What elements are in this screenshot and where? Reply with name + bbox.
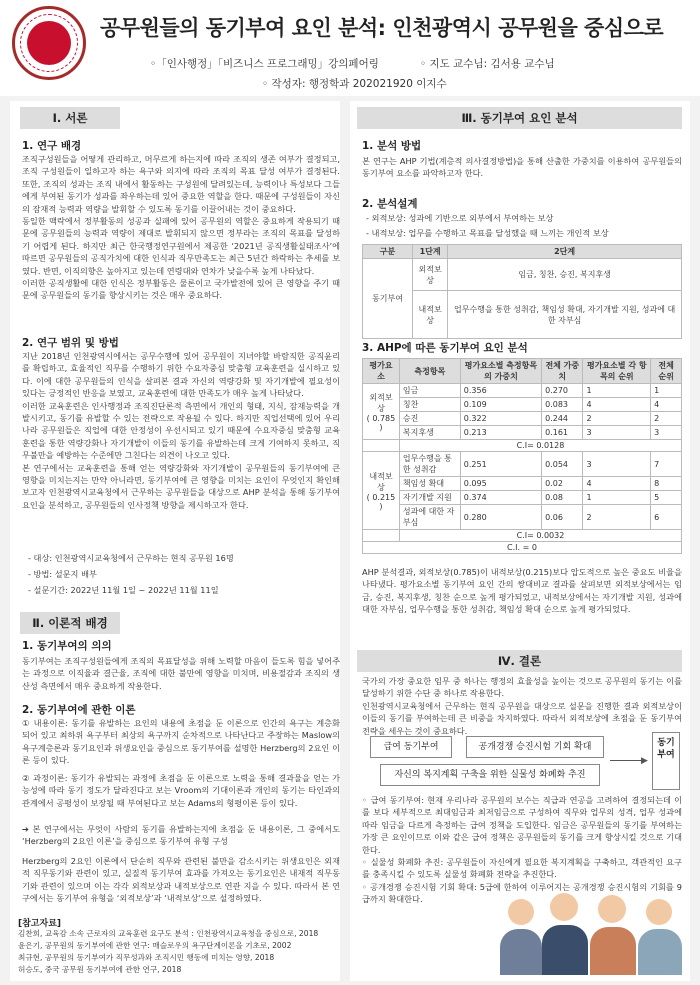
method-item: - 설문기간: 2022년 11월 1일 ~ 2022년 11월 11일 [28,585,219,595]
process-theory-text: ② 과정이론: 동기가 유발되는 과정에 초점을 둔 이론으로 노력을 통해 결과물을 얻는 가능성에 따라 동기 정도가 달라진다고 보는 Vroom의 기대이론과 개인의 동기는 타인과의 관계에서 공평성이 보장될 때 부여된다고 보는 Adams의 형평이론 등이 있다. [22,773,340,808]
promotion-exam-box: 공개경쟁 승진시험 기회 확대 [466,736,604,758]
external-reward-def: - 외적보상: 성과에 기반으로 외부에서 부여하는 보상 [366,213,554,223]
arrow-head-icon: ▶ [641,756,648,766]
ahp-analysis-title: 3. AHP에 따른 동기부여 요인 분석 [362,342,528,354]
section-theory-heading: Ⅱ. 이론적 배경 [20,612,120,634]
section-intro-heading: Ⅰ. 서론 [20,107,120,129]
ahp-table: 평가요소 측정항목 평가요소별 측정항목의 가중치 전체 가중치 평가요소별 각 항목의 순위 전체 순위 외적보상 ( 0.785 ) 임금 0.356 0.270 1 1 칭찬 0.109 0.083 4 4 승진 0.322 0.244 2 2 복지후생 0.213 0.161 3 3 C.I= 0.0128 내적보상 ( 0.215 ) 업무수행을 통한 성취감 0.251 0.054 3 7 책임성 확대 0.095 0.02 4 8 자기개발 지원 0.374 0.08 1 5 성과에 대한 자부심 0.280 0.06 2 6 C.I= 0.0032 C.I. = 0 [362,358,682,554]
policy-proposals-text: ◦ 급여 동기부여: 현재 우리나라 공무원의 보수는 직급과 연공을 고려하여 결정되는데 이를 보다 세부적으로 최대임금과 최저임금으로 구성하여 직무와 업무의 성격, 업무 성과에 따라 임금을 다르게 측정하는 급여 정책을 도입한다. 임금은 공무원들의 동기를 부여하는 가장 큰 요인이므로 이와 같은 급여 정책은 공무원들의 동기를 크게 향상시킬 것으로 기대한다. ◦ 실물성 화폐화 추진: 공무원들이 자신에게 필요한 복지계획을 구축하고, 객관적인 요구를 충족시킬 수 있도록 실물성 화폐화 전략을 추진한다. ◦ 공개경쟁 승진시험 기회 확대: 5급에 한하여 이루어지는 공개경쟁 승진시험의 기회를 9급까지 확대한다. [362,795,682,905]
content-theory-text: ① 내용이론: 동기를 유발하는 요인의 내용에 초점을 둔 이론으로 인간의 욕구는 계층화 되어 있고 최하위 욕구부터 최상의 욕구까지 순차적으로 나타난다고 주장하는 Maslow의 욕구계층론과 동기요인과 위생요인을 중심으로 동기부여를 설명한 Herzberg의 2요인 이론 등이 있다. [22,718,340,766]
advisor: ◦ 지도 교수님: 김서용 교수님 [420,58,555,70]
author: ◦ 작성자: 행정학과 202021920 이지수 [262,78,447,90]
motivation-meaning-text: 동기부여는 조직구성원들에게 조직의 목표달성을 위해 노력할 마음이 들도록 힘을 넣어주는 과정으로 이직율과 결근율, 조직에 대한 불만에 영향을 미치며, 비용절감과 조직의 생산성 측면에서 매우 중요하게 작용한다. [22,656,340,691]
reference-item: 허승도, 중국 공무원 동기부여에 관한 연구, 2018 [18,965,182,974]
arrow-line [610,760,644,761]
motivation-theory-title: 2. 동기부여에 관한 이론 [22,704,136,716]
ahp-result-text: AHP 분석결과, 외적보상(0.785)이 내적보상(0.215)보다 압도적으로 높은 중요도 비율을 나타냈다. 평가요소별 동기부여 요인 간의 쌍대비교 결과를 살펴보면 외적보상에서는 임금, 승진, 복지후생, 칭찬 순으로 높게 평가되었고, 내적보상에서는 자기개발 지원, 성과에 대한 자부심, 업무수행을 통한 성취감, 책임성 확대 순으로 높게 평가되었다. [362,567,682,615]
research-scope-title: 2. 연구 범위 및 방법 [22,337,119,349]
analysis-method-text: 본 연구는 AHP 기법(계층적 의사결정방법)을 통해 산출한 가중치를 이용하여 공무원들의 동기부여 요소를 파악하고자 한다. [362,156,682,179]
reference-item: 최규현, 공무원의 동기부여가 직무성과와 조직시민 행동에 미치는 영향, 2018 [18,953,275,962]
design-table: 구분 1단계 2단계 동기부여 외적보상 임금, 칭찬, 승진, 복지후생 내적보상 업무수행을 통한 성취감, 책임성 확대, 자기개발 지원, 성과에 대한 자부심 [362,244,682,339]
research-scope-text: 지난 2018년 인천광역시에서는 공무수행에 있어 공무원이 지녀야할 바람직한 공직윤리를 확립하고, 효율적인 직무를 수행하기 위한 수요자중심 맞춤형 교육훈련을 실시하고 있다. 이에 대한 공무원들의 인식을 살펴본 결과 자신의 역량강화 및 자기개발에 필요성이 있다는 긍정적인 반응을 보였고, 교육훈련에 대한 만족도가 매우 높게 나타났다. 이러한 교육훈련은 인사행정과 조직진단론적 측면에서 개인의 형태, 지식, 잠재능력을 개발시키고, 동기를 유발할 수 있는 전략으로 작용될 수 있다. 하지만 직업선택에 있어 우리나라 공무원들은 직업에 대한 안정성이 우선시되고 있기 때문에 수요자중심 맞춤형 교육훈련을 통한 역량강화나 자기개발이 이들의 동기를 유발하는데 크게 기여하지 못하고, 직무불만을 예방하는 수준에만 그친다는 의견이 나오고 있다. 본 연구에서는 교육훈련을 통해 얻는 역량강화와 자기개발이 공무원들의 동기부여에 큰 영향을 미치는지는 만약 아니라면, 동기부여에 큰 영향을 미치는 요인이 무엇인지 확인해보고자 인천광역시교육청에서 근무하는 공무원들을 대상으로 AHP 분석을 통해 동기부여 요인을 분석하고, 공무원들의 인사정책 방향을 제시하고자 한다. [22,351,340,510]
university-logo [12,6,86,80]
research-background-title: 1. 연구 배경 [22,140,82,152]
welfare-monetization-box: 자신의 복지계획 구축을 위한 실물성 화폐화 추진 [380,764,600,786]
references-title: [참고자료] [18,919,62,929]
method-item: - 방법: 설문지 배부 [28,569,97,579]
section-analysis-heading: Ⅲ. 동기부여 요인 분석 [357,107,682,129]
analysis-method-title: 1. 분석 방법 [362,140,422,152]
people-illustration [500,885,690,975]
internal-reward-def: - 내적보상: 업무를 수행하고 목표를 달성했을 때 느끼는 개인적 보상 [366,228,609,238]
course-pairing: ◦「인사행정」「비즈니스 프로그래밍」강의페어링 [150,58,379,70]
herzberg-text: Herzberg의 2요인 이론에서 단순히 직무와 관련된 불만을 감소시키는 위생요인은 외재적 직무동기와 관련이 있고, 실질적 동기부여 효과를 가져오는 동기요인은 내재적 직무동기와 관련이 있으며 이는 각각 외적보상과 내적보상으로 연관 지을 수 있다. 따라서 본 연구에서는 동기부여 유형을 ‘외적보상’과 ‘내적보상’으로 설정하였다. [22,856,340,904]
reference-item: 윤은기, 공무원의 동기부여에 관한 연구: 매슬로우의 욕구단계이론을 기초로, 2002 [18,941,292,950]
section-conclusion-heading: Ⅳ. 결론 [357,650,682,672]
poster-title: 공무원들의 동기부여 요인 분석: 인천광역시 공무원을 중심으로 [100,16,664,40]
header [0,0,700,96]
reference-item: 김찬희, 교육감 소속 근로자의 교육훈련 요구도 분석 : 인천광역시교육청을 중심으로, 2018 [18,929,319,938]
analysis-design-title: 2. 분석설계 [362,198,418,210]
conclusion-text: 국가의 가장 중요한 임무 중 하나는 행정의 효율성을 높이는 것으로 공무원의 동기는 이를 달성하기 위한 수단 중 하나로 작용한다. 인천광역시교육청에서 근무하는 현직 공무원을 대상으로 설문을 진행한 결과 외적보상이 이들의 동기를 부여하는데 큰 비중을 차지하였다. 따라서 외적보상에 초점을 둔 동기부여 전략을 세우는 것이 중요하다. [362,676,682,736]
research-background-text: 조직구성원들을 어떻게 관리하고, 머무르게 하는지에 따라 조직의 생존 여부가 결정되고, 조직 구성원들이 일하고자 하는 욕구와 의지에 따라 조직의 목표 달성 여부가 결정된다. 또한, 조직의 성과는 조직 내에서 활동하는 구성원에 달려있는데, 능력이나 특성보다 그들에게 부여된 동기가 성과를 좌우하는데 있어 중요한 역할을 한다. 때문에 구성원들이 자신의 잠재적 능력과 역량을 발휘할 수 있도록 동기를 이끌어내는 것이 중요하다. 동일한 맥락에서 정부활동의 성공과 실패에 있어 공무원의 역할은 중요하게 작용되기 때문에 공무원들의 능력과 역량이 제대로 발휘되지 않으면 정부라는 조직의 목표를 달성하기 어렵게 된다. 하지만 최근 한국행정연구원에서 제공한 ‘2021년 공직생활실태조사’에 따르면 공무원들의 공직가치에 대한 인식과 직무만족도는 최근 5년간 하락하는 추세를 보였다. 반면, 이직의향은 높아지고 있는데 연령대와 연차가 낮을수록 높게 나타났다. 이러한 공직생활에 대한 인식은 정부활동은 물론이고 국가발전에 있어 큰 영향을 주기 때문에 공무원들의 동기를 향상시키는 것은 매우 중요하다. [22,154,340,301]
study-focus-text: ➔ 본 연구에서는 무엇이 사람의 동기를 유발하는지에 초점을 둔 내용이론, 그 중에서도 ‘Herzberg의 2요인 이론’을 중심으로 동기부여 유형 구성 [22,824,340,847]
motivation-meaning-title: 1. 동기부여의 의의 [22,640,112,652]
motivation-result-box: 동기 부여 [652,732,680,790]
salary-motivation-box: 급여 동기부여 [370,736,452,758]
method-item: - 대상: 인천광역시교육청에서 근무하는 현직 공무원 16명 [28,553,234,563]
